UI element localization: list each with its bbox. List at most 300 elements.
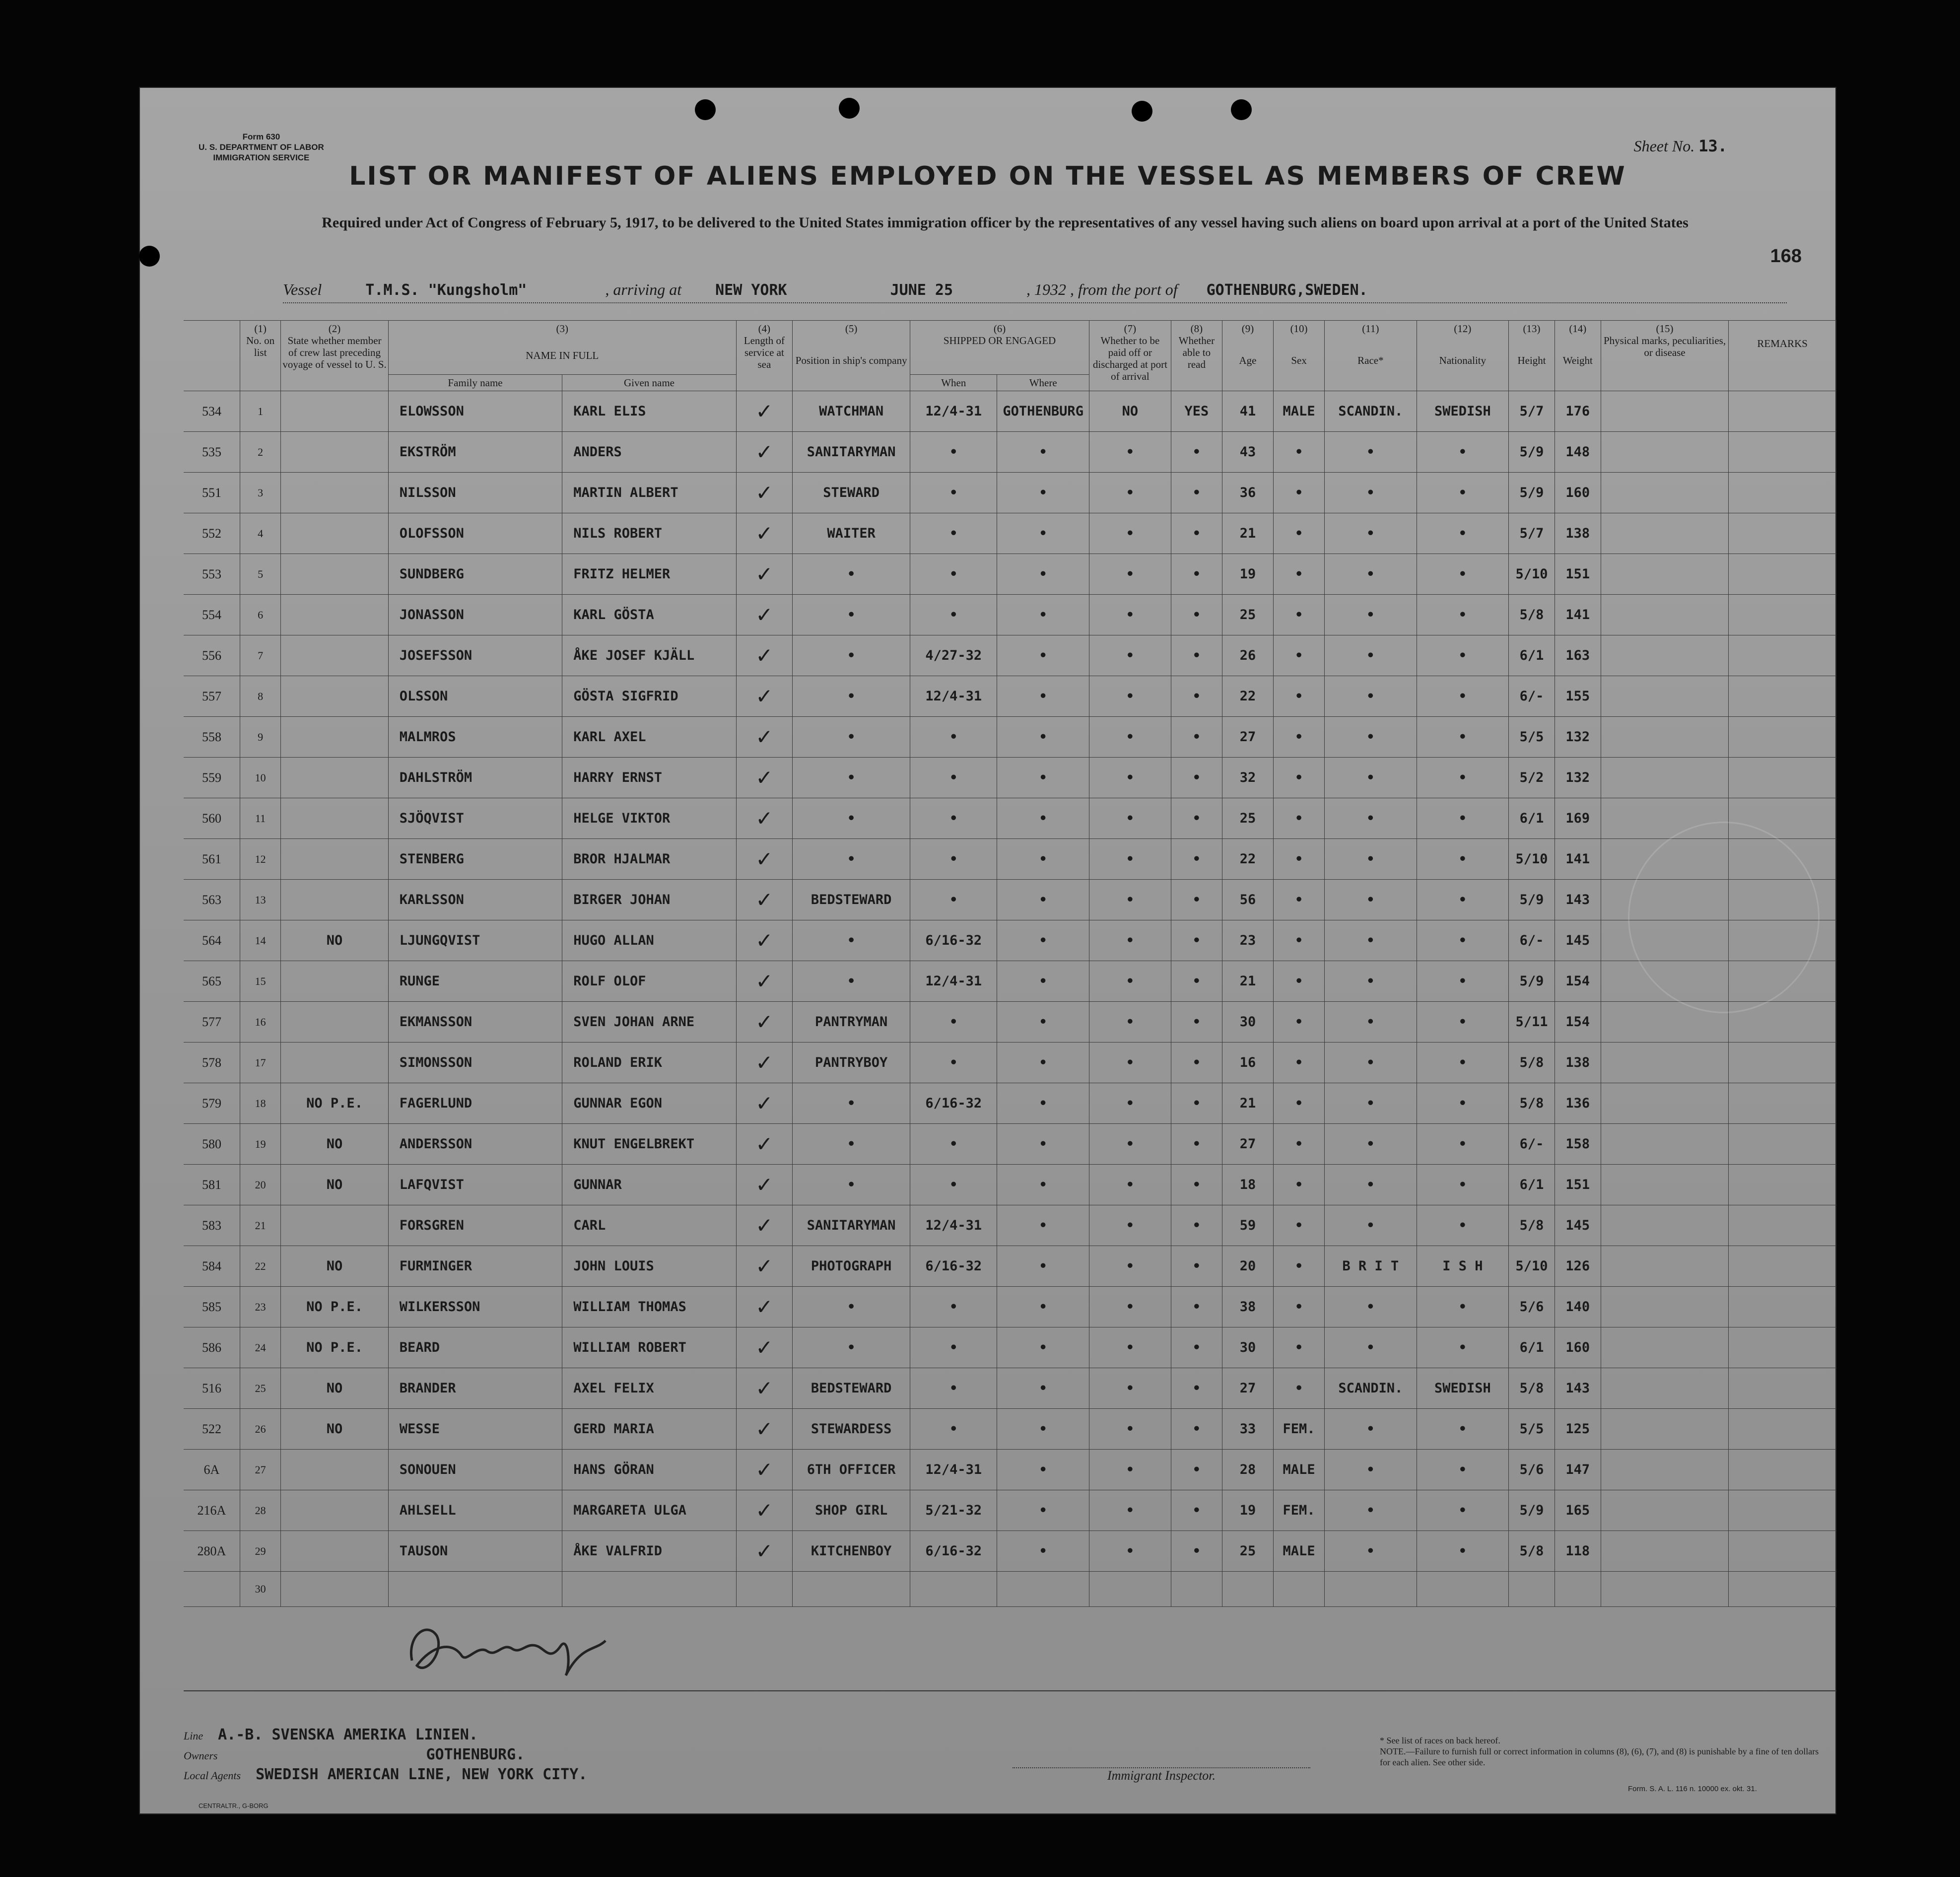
shipped-when-cell: •	[910, 595, 997, 635]
shipped-where-cell: •	[997, 554, 1089, 595]
position-cell	[793, 1572, 910, 1607]
sex-cell: •	[1274, 473, 1325, 513]
able-to-read-cell: •	[1171, 961, 1222, 1002]
table-row	[184, 839, 1836, 880]
remarks-cell	[1729, 1246, 1836, 1287]
position-cell: SANITARYMAN	[793, 432, 910, 473]
table-row	[184, 1043, 1836, 1083]
service-check-cell: ✓	[736, 1287, 792, 1327]
height-cell: 5/10	[1509, 554, 1555, 595]
family-name-cell: RUNGE	[388, 961, 562, 1002]
age-cell: 27	[1222, 717, 1273, 758]
height-cell: 6/1	[1509, 798, 1555, 839]
previous-voyage-cell	[281, 717, 388, 758]
agents-field: Local Agents SWEDISH AMERICAN LINE, NEW YORK CITY.	[184, 1766, 588, 1783]
race-cell: •	[1325, 758, 1417, 798]
service-check-cell: ✓	[736, 920, 792, 961]
able-to-read-cell: •	[1171, 554, 1222, 595]
source-number-cell: 578	[184, 1043, 240, 1083]
shipped-where-cell: GOTHENBURG	[997, 391, 1089, 432]
position-cell: •	[793, 1165, 910, 1205]
sex-cell: •	[1274, 1205, 1325, 1246]
name-in-full-header: (3) NAME IN FULL	[388, 321, 736, 375]
binder-hole	[695, 99, 716, 120]
list-number-cell: 27	[240, 1450, 280, 1490]
age-cell: 25	[1222, 1531, 1273, 1572]
sex-cell: •	[1274, 1287, 1325, 1327]
page-number: 168	[1770, 246, 1802, 267]
previous-voyage-cell	[281, 1002, 388, 1043]
family-name-cell: FORSGREN	[388, 1205, 562, 1246]
list-number-cell: 3	[240, 473, 280, 513]
department-name: U. S. DEPARTMENT OF LABOR	[199, 142, 324, 152]
paid-off-cell: •	[1089, 554, 1171, 595]
position-cell: SHOP GIRL	[793, 1490, 910, 1531]
shipped-when-cell: •	[910, 758, 997, 798]
shipped-where-cell: •	[997, 1205, 1089, 1246]
family-name-cell: JOSEFSSON	[388, 635, 562, 676]
manifest-sheet	[139, 87, 1836, 1814]
sex-cell: •	[1274, 595, 1325, 635]
race-cell: •	[1325, 1490, 1417, 1531]
weight-cell: 141	[1554, 839, 1601, 880]
height-cell: 5/10	[1509, 1246, 1555, 1287]
able-to-read-cell: •	[1171, 473, 1222, 513]
remarks-cell	[1729, 554, 1836, 595]
remarks-cell	[1729, 1043, 1836, 1083]
owners-field: Owners GOTHENBURG.	[184, 1746, 525, 1763]
source-number-cell: 560	[184, 798, 240, 839]
list-number-cell: 16	[240, 1002, 280, 1043]
given-name-cell: BIRGER JOHAN	[562, 880, 736, 920]
paid-off-cell: •	[1089, 1409, 1171, 1450]
given-name-cell: HARRY ERNST	[562, 758, 736, 798]
race-cell: •	[1325, 1450, 1417, 1490]
previous-voyage-cell	[281, 880, 388, 920]
nationality-cell: I S H	[1417, 1246, 1509, 1287]
age-cell: 56	[1222, 880, 1273, 920]
remarks-cell	[1729, 595, 1836, 635]
source-number-cell: 522	[184, 1409, 240, 1450]
shipped-where-cell: •	[997, 1287, 1089, 1327]
service-check-cell: ✓	[736, 839, 792, 880]
sex-cell: •	[1274, 961, 1325, 1002]
race-cell: •	[1325, 961, 1417, 1002]
remarks-cell	[1729, 1165, 1836, 1205]
physical-marks-cell	[1601, 1287, 1729, 1327]
source-number-cell: 534	[184, 391, 240, 432]
weight-cell: 160	[1554, 473, 1601, 513]
race-cell: •	[1325, 839, 1417, 880]
paid-off-cell: •	[1089, 1002, 1171, 1043]
weight-cell: 160	[1554, 1327, 1601, 1368]
weight-cell: 136	[1554, 1083, 1601, 1124]
age-cell: 36	[1222, 473, 1273, 513]
family-name-cell: FURMINGER	[388, 1246, 562, 1287]
able-to-read-cell: •	[1171, 1368, 1222, 1409]
age-cell: 20	[1222, 1246, 1273, 1287]
shipped-when-cell: •	[910, 880, 997, 920]
table-row	[184, 1083, 1836, 1124]
service-check-cell: ✓	[736, 1246, 792, 1287]
height-cell: 5/9	[1509, 432, 1555, 473]
physical-marks-cell	[1601, 1531, 1729, 1572]
remarks-cell	[1729, 473, 1836, 513]
race-cell: •	[1325, 1002, 1417, 1043]
family-name-cell: EKMANSSON	[388, 1002, 562, 1043]
paid-off-cell: •	[1089, 880, 1171, 920]
shipped-when-cell: •	[910, 1409, 997, 1450]
position-cell: WAITER	[793, 513, 910, 554]
weight-cell: 125	[1554, 1409, 1601, 1450]
service-check-cell: ✓	[736, 1165, 792, 1205]
paid-off-cell: •	[1089, 595, 1171, 635]
weight-cell: 141	[1554, 595, 1601, 635]
shipped-where-cell: •	[997, 595, 1089, 635]
service-check-cell: ✓	[736, 717, 792, 758]
paid-off-cell: •	[1089, 920, 1171, 961]
remarks-cell	[1729, 1490, 1836, 1531]
paid-off-cell: •	[1089, 839, 1171, 880]
height-cell: 5/8	[1509, 1043, 1555, 1083]
height-cell: 5/8	[1509, 1531, 1555, 1572]
given-name-cell: ÅKE VALFRID	[562, 1531, 736, 1572]
shipped-where-cell: •	[997, 920, 1089, 961]
arrival-date: JUNE 25	[890, 281, 953, 299]
shipped-when-cell: •	[910, 1327, 997, 1368]
shipped-where-cell: •	[997, 1124, 1089, 1165]
given-name-cell: GÖSTA SIGFRID	[562, 676, 736, 717]
source-number-cell: 563	[184, 880, 240, 920]
shipped-when-cell: •	[910, 839, 997, 880]
physical-marks-cell	[1601, 1450, 1729, 1490]
paid-off-cell: •	[1089, 1287, 1171, 1327]
paid-off-cell: •	[1089, 1124, 1171, 1165]
paid-off-cell: •	[1089, 1165, 1171, 1205]
able-to-read-cell: •	[1171, 513, 1222, 554]
family-name-cell: SJÖQVIST	[388, 798, 562, 839]
remarks-cell	[1729, 432, 1836, 473]
able-to-read-cell: •	[1171, 1246, 1222, 1287]
age-cell: 19	[1222, 554, 1273, 595]
height-cell: 6/1	[1509, 1165, 1555, 1205]
age-cell: 30	[1222, 1327, 1273, 1368]
remarks-cell	[1729, 635, 1836, 676]
age-cell: 18	[1222, 1165, 1273, 1205]
shipped-where-cell: •	[997, 1368, 1089, 1409]
height-cell: 5/9	[1509, 473, 1555, 513]
binder-hole	[139, 246, 160, 267]
shipped-when-cell: •	[910, 1368, 997, 1409]
service-check-cell: ✓	[736, 880, 792, 920]
paid-off-cell: •	[1089, 1490, 1171, 1531]
race-cell: •	[1325, 1165, 1417, 1205]
shipped-when-cell: 6/16-32	[910, 1531, 997, 1572]
table-row	[184, 1450, 1836, 1490]
given-name-cell: WILLIAM THOMAS	[562, 1287, 736, 1327]
table-row	[184, 473, 1836, 513]
nationality-cell: •	[1417, 839, 1509, 880]
position-cell: PANTRYBOY	[793, 1043, 910, 1083]
age-cell: 41	[1222, 391, 1273, 432]
source-number-cell: 564	[184, 920, 240, 961]
service-check-cell: ✓	[736, 473, 792, 513]
shipped-where-cell: •	[997, 1002, 1089, 1043]
service-check-cell: ✓	[736, 1002, 792, 1043]
sex-cell: •	[1274, 880, 1325, 920]
able-to-read-cell: •	[1171, 1531, 1222, 1572]
physical-marks-cell	[1601, 473, 1729, 513]
position-cell: •	[793, 798, 910, 839]
nationality-header: (12) Nationality	[1417, 321, 1509, 391]
service-check-cell: ✓	[736, 1490, 792, 1531]
remarks-header: REMARKS	[1729, 321, 1836, 391]
family-name-cell: EKSTRÖM	[388, 432, 562, 473]
weight-cell: 132	[1554, 758, 1601, 798]
shipped-when-cell: 6/16-32	[910, 920, 997, 961]
paid-off-header: (7) Whether to be paid off or discharged at port of arrival	[1089, 321, 1171, 391]
given-name-cell	[562, 1572, 736, 1607]
shipped-when-cell: •	[910, 1002, 997, 1043]
remarks-cell	[1729, 1287, 1836, 1327]
race-cell: SCANDIN.	[1325, 391, 1417, 432]
printer-mark: CENTRALTR., G-BORG	[199, 1802, 269, 1809]
family-name-cell: STENBERG	[388, 839, 562, 880]
binder-hole	[1231, 99, 1252, 120]
physical-marks-cell	[1601, 635, 1729, 676]
list-number-cell: 5	[240, 554, 280, 595]
position-cell: •	[793, 1287, 910, 1327]
race-cell: •	[1325, 1124, 1417, 1165]
nationality-cell	[1417, 1572, 1509, 1607]
age-cell: 28	[1222, 1450, 1273, 1490]
list-number-cell: 21	[240, 1205, 280, 1246]
table-row	[184, 1205, 1836, 1246]
table-row	[184, 1246, 1836, 1287]
service-check-cell: ✓	[736, 1409, 792, 1450]
list-number-cell: 24	[240, 1327, 280, 1368]
source-number-cell: 554	[184, 595, 240, 635]
table-row	[184, 1165, 1836, 1205]
line-field: Line A.-B. SVENSKA AMERIKA LINIEN.	[184, 1726, 478, 1743]
able-to-read-cell: •	[1171, 635, 1222, 676]
list-number-cell: 11	[240, 798, 280, 839]
weight-cell: 154	[1554, 961, 1601, 1002]
shipped-when-cell: 12/4-31	[910, 391, 997, 432]
table-row	[184, 1490, 1836, 1531]
paid-off-cell: •	[1089, 513, 1171, 554]
shipped-when-cell: •	[910, 513, 997, 554]
family-name-cell: LAFQVIST	[388, 1165, 562, 1205]
position-header: (5) Position in ship's company	[793, 321, 910, 391]
source-number-cell: 585	[184, 1287, 240, 1327]
family-name-cell: NILSSON	[388, 473, 562, 513]
list-number-cell: 23	[240, 1287, 280, 1327]
source-number-cell: 553	[184, 554, 240, 595]
position-cell: •	[793, 717, 910, 758]
service-check-cell	[736, 1572, 792, 1607]
list-number-cell: 28	[240, 1490, 280, 1531]
weight-cell: 138	[1554, 1043, 1601, 1083]
physical-marks-cell	[1601, 1368, 1729, 1409]
list-number-cell: 30	[240, 1572, 280, 1607]
position-cell: SANITARYMAN	[793, 1205, 910, 1246]
document-title: LIST OR MANIFEST OF ALIENS EMPLOYED ON THE VESSEL AS MEMBERS OF CREW	[349, 161, 1626, 191]
position-cell: •	[793, 554, 910, 595]
list-number-cell: 20	[240, 1165, 280, 1205]
nationality-cell: •	[1417, 880, 1509, 920]
source-number-cell: 579	[184, 1083, 240, 1124]
nationality-cell: •	[1417, 595, 1509, 635]
shipped-when-cell: 6/16-32	[910, 1083, 997, 1124]
physical-marks-cell	[1601, 1165, 1729, 1205]
list-number-cell: 1	[240, 391, 280, 432]
table-row	[184, 432, 1836, 473]
weight-cell: 145	[1554, 1205, 1601, 1246]
height-cell: 5/9	[1509, 880, 1555, 920]
family-name-cell: DAHLSTRÖM	[388, 758, 562, 798]
race-cell: •	[1325, 554, 1417, 595]
sex-cell: •	[1274, 1327, 1325, 1368]
physical-marks-cell	[1601, 513, 1729, 554]
faded-seal	[1628, 822, 1820, 1013]
nationality-cell: •	[1417, 635, 1509, 676]
age-cell: 26	[1222, 635, 1273, 676]
sex-cell: •	[1274, 432, 1325, 473]
weight-cell: 138	[1554, 513, 1601, 554]
race-cell: •	[1325, 595, 1417, 635]
given-name-cell: GUNNAR EGON	[562, 1083, 736, 1124]
weight-cell	[1554, 1572, 1601, 1607]
sex-cell: •	[1274, 1043, 1325, 1083]
weight-cell: 155	[1554, 676, 1601, 717]
position-cell: •	[793, 961, 910, 1002]
shipped-where-cell: •	[997, 1165, 1089, 1205]
service-check-cell: ✓	[736, 1083, 792, 1124]
shipped-when-cell: •	[910, 473, 997, 513]
given-name-cell: GUNNAR	[562, 1165, 736, 1205]
height-cell: 5/7	[1509, 391, 1555, 432]
previous-voyage-cell	[281, 595, 388, 635]
race-cell: •	[1325, 1205, 1417, 1246]
given-name-cell: AXEL FELIX	[562, 1368, 736, 1409]
service-check-cell: ✓	[736, 554, 792, 595]
nationality-cell: SWEDISH	[1417, 391, 1509, 432]
paid-off-cell: •	[1089, 758, 1171, 798]
list-number-cell: 17	[240, 1043, 280, 1083]
height-cell: 6/1	[1509, 635, 1555, 676]
previous-voyage-cell: NO P.E.	[281, 1083, 388, 1124]
binder-hole	[1132, 101, 1152, 122]
previous-voyage-cell	[281, 635, 388, 676]
family-name-cell: OLOFSSON	[388, 513, 562, 554]
age-cell: 32	[1222, 758, 1273, 798]
nationality-cell: •	[1417, 432, 1509, 473]
shipped-where-cell: •	[997, 1450, 1089, 1490]
shipped-where-cell: •	[997, 798, 1089, 839]
table-row	[184, 1327, 1836, 1368]
table-row	[184, 717, 1836, 758]
sex-cell: •	[1274, 1083, 1325, 1124]
form-number: Form 630	[242, 132, 280, 141]
shipped-when-cell: •	[910, 1165, 997, 1205]
weight-cell: 145	[1554, 920, 1601, 961]
source-number-cell: 586	[184, 1327, 240, 1368]
form-identifier	[199, 132, 324, 163]
sex-cell: MALE	[1274, 391, 1325, 432]
remarks-cell	[1729, 1327, 1836, 1368]
previous-voyage-cell	[281, 432, 388, 473]
position-cell: 6TH OFFICER	[793, 1450, 910, 1490]
nationality-cell: •	[1417, 676, 1509, 717]
weight-cell: 118	[1554, 1531, 1601, 1572]
table-row	[184, 920, 1836, 961]
table-row	[184, 961, 1836, 1002]
remarks-cell	[1729, 758, 1836, 798]
family-name-cell: SONOUEN	[388, 1450, 562, 1490]
service-check-cell: ✓	[736, 1531, 792, 1572]
paid-off-cell	[1089, 1572, 1171, 1607]
shipped-when-cell	[910, 1572, 997, 1607]
nationality-cell: •	[1417, 717, 1509, 758]
able-to-read-cell: YES	[1171, 391, 1222, 432]
arrival-year: , 1932	[1026, 280, 1067, 298]
service-check-cell: ✓	[736, 961, 792, 1002]
previous-voyage-cell	[281, 473, 388, 513]
position-cell: KITCHENBOY	[793, 1531, 910, 1572]
weight-cell: 154	[1554, 1002, 1601, 1043]
family-name-cell: SUNDBERG	[388, 554, 562, 595]
shipped-when-cell: •	[910, 432, 997, 473]
nationality-cell: •	[1417, 798, 1509, 839]
service-name: IMMIGRATION SERVICE	[213, 153, 310, 162]
remarks-cell	[1729, 1572, 1836, 1607]
table-row	[184, 554, 1836, 595]
race-cell: •	[1325, 432, 1417, 473]
height-cell: 5/10	[1509, 839, 1555, 880]
service-check-cell: ✓	[736, 1124, 792, 1165]
previous-voyage-cell: NO P.E.	[281, 1327, 388, 1368]
given-name-cell: WILLIAM ROBERT	[562, 1327, 736, 1368]
previous-voyage-cell: NO	[281, 1124, 388, 1165]
sex-cell: FEM.	[1274, 1409, 1325, 1450]
position-cell: •	[793, 839, 910, 880]
table-row	[184, 391, 1836, 432]
position-cell: •	[793, 676, 910, 717]
nationality-cell: •	[1417, 1327, 1509, 1368]
sex-cell: •	[1274, 1368, 1325, 1409]
table-row	[184, 1409, 1836, 1450]
service-check-cell: ✓	[736, 1327, 792, 1368]
previous-voyage-cell	[281, 513, 388, 554]
shipped-where-cell: •	[997, 1043, 1089, 1083]
sheet-number	[1634, 137, 1727, 155]
source-number-cell: 280A	[184, 1531, 240, 1572]
able-to-read-cell: •	[1171, 758, 1222, 798]
family-name-cell	[388, 1572, 562, 1607]
previous-voyage-cell: NO	[281, 1165, 388, 1205]
list-number-cell: 19	[240, 1124, 280, 1165]
source-number-cell: 577	[184, 1002, 240, 1043]
race-cell: •	[1325, 1043, 1417, 1083]
source-number-cell: 556	[184, 635, 240, 676]
nationality-cell: •	[1417, 1043, 1509, 1083]
weight-cell: 126	[1554, 1246, 1601, 1287]
nationality-cell: •	[1417, 554, 1509, 595]
age-cell: 25	[1222, 595, 1273, 635]
crew-manifest-table	[184, 320, 1836, 1690]
able-to-read-cell: •	[1171, 1450, 1222, 1490]
